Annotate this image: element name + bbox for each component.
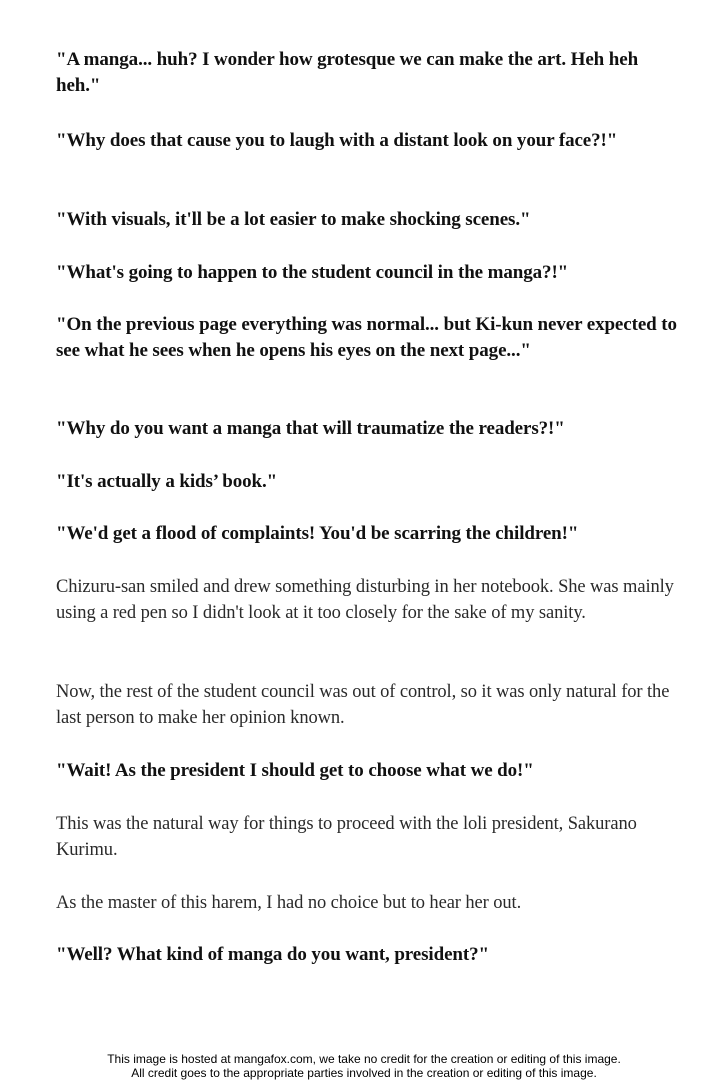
paragraph-dialogue: "It's actually a kids’ book.": [56, 471, 278, 492]
paragraph-dialogue: "What's going to happen to the student council in the manga?!": [56, 262, 569, 283]
footer-line-2: All credit goes to the appropriate parties involved in the creation or editing of this image.: [131, 1066, 597, 1080]
paragraph-narration: Now, the rest of the student council was out of control, so it was only natural for the last person to make her opinion known.: [56, 682, 670, 728]
paragraph-narration: This was the natural way for things to proceed with the loli president, Sakurano Kurimu.: [56, 814, 637, 860]
paragraph-dialogue: "We'd get a flood of complaints! You'd be scarring the children!": [56, 523, 579, 544]
paragraph-narration: Chizuru-san smiled and drew something disturbing in her notebook. She was mainly using a red pen so I didn't look at it too closely for the sake of my sanity.: [56, 577, 674, 623]
footer-line-1: This image is hosted at mangafox.com, we take no credit for the creation or editing of this image.: [107, 1052, 621, 1066]
paragraph-dialogue: "Well? What kind of manga do you want, president?": [56, 944, 489, 965]
paragraph-dialogue: "Why does that cause you to laugh with a distant look on your face?!": [56, 130, 618, 151]
paragraph-narration: As the master of this harem, I had no choice but to hear her out.: [56, 893, 522, 913]
paragraph-dialogue: "On the previous page everything was normal... but Ki-kun never expected to see what he sees when he opens his eyes on the next page...": [56, 314, 677, 361]
paragraph-dialogue: "Wait! As the president I should get to choose what we do!": [56, 760, 534, 781]
hosting-credit-footer: [0, 1052, 728, 1080]
paragraph-dialogue: "With visuals, it'll be a lot easier to make shocking scenes.": [56, 209, 531, 230]
paragraph-dialogue: "A manga... huh? I wonder how grotesque we can make the art. Heh heh heh.": [56, 49, 639, 96]
paragraph-dialogue: "Why do you want a manga that will traumatize the readers?!": [56, 418, 565, 439]
